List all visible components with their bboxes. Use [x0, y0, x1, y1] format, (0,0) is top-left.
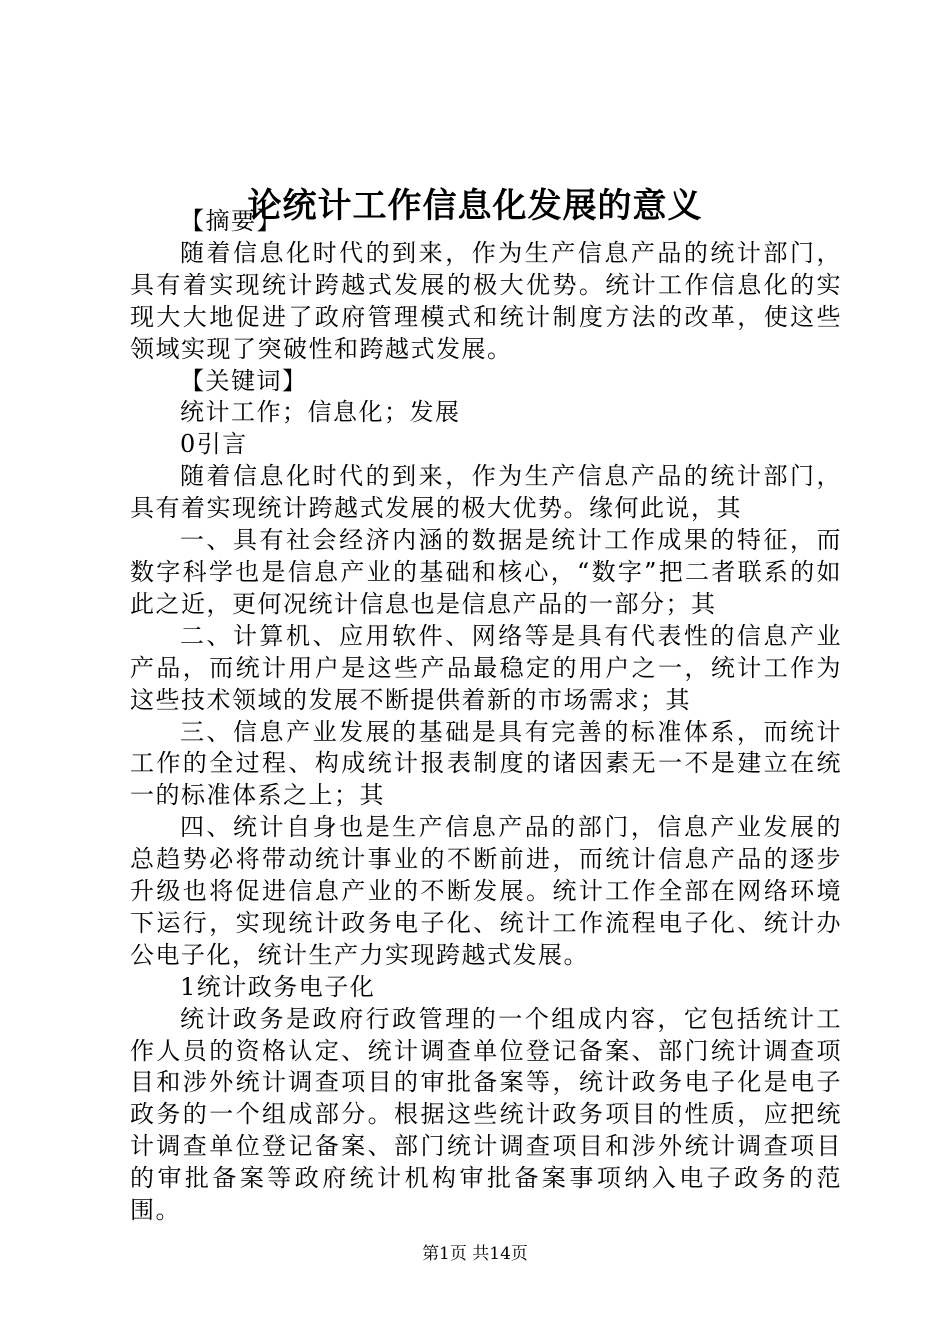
- document-body: [130, 206, 842, 1227]
- section-heading-1: 1统计政务电子化: [180, 972, 376, 1001]
- body-paragraph: 一、具有社会经济内涵的数据是统计工作成果的特征，而数字科学也是信息产业的基础和核心，“数字”把二者联系的如此之近，更何况统计信息也是信息产品的一部分；其: [130, 526, 842, 618]
- keywords-text: 统计工作；信息化；发展: [180, 398, 461, 427]
- body-paragraph: 四、统计自身也是生产信息产品的部门，信息产业发展的总趋势必将带动统计事业的不断前进，而统计信息产品的逐步升级也将促进信息产业的不断发展。统计工作全部在网络环境下运行，实现统计政务电子化、统计工作流程电子化、统计办公电子化，统计生产力实现跨越式发展。: [130, 813, 842, 969]
- body-paragraph: 二、计算机、应用软件、网络等是具有代表性的信息产业产品，而统计用户是这些产品最稳定的用户之一，统计工作为这些技术领域的发展不断提供着新的市场需求；其: [130, 621, 842, 714]
- abstract-heading: 【摘要】: [180, 207, 282, 235]
- body-paragraph: 随着信息化时代的到来，作为生产信息产品的统计部门，具有着实现统计跨越式发展的极大优势。缘何此说，其: [130, 462, 842, 523]
- document-title: 论统计工作信息化发展的意义: [247, 186, 703, 226]
- body-paragraph: 三、信息产业发展的基础是具有完善的标准体系，而统计工作的全过程、构成统计报表制度的诸因素无一不是建立在统一的标准体系之上；其: [130, 717, 842, 810]
- keywords-heading: 【关键词】: [180, 366, 308, 395]
- body-paragraph: 统计政务是政府行政管理的一个组成内容，它包括统计工作人员的资格认定、统计调查单位登记备案、部门统计调查项目和涉外统计调查项目的审批备案等，统计政务电子化是电子政务的一个组成部分。根据这些统计政务项目的性质，应把统计调查单位登记备案、部门统计调查项目和涉外统计调查项目的审批备案等政府统计机构审批备案事项纳入电子政务的范围。: [130, 1004, 842, 1225]
- page-footer: 第1页 共14页: [422, 1244, 528, 1264]
- section-heading-introduction: 0引言: [180, 430, 248, 459]
- abstract-text: 随着信息化时代的到来，作为生产信息产品的统计部门，具有着实现统计跨越式发展的极大优势。统计工作信息化的实现大大地促进了政府管理模式和统计制度方法的改革，使这些领域实现了突破性和跨越式发展。: [130, 238, 842, 363]
